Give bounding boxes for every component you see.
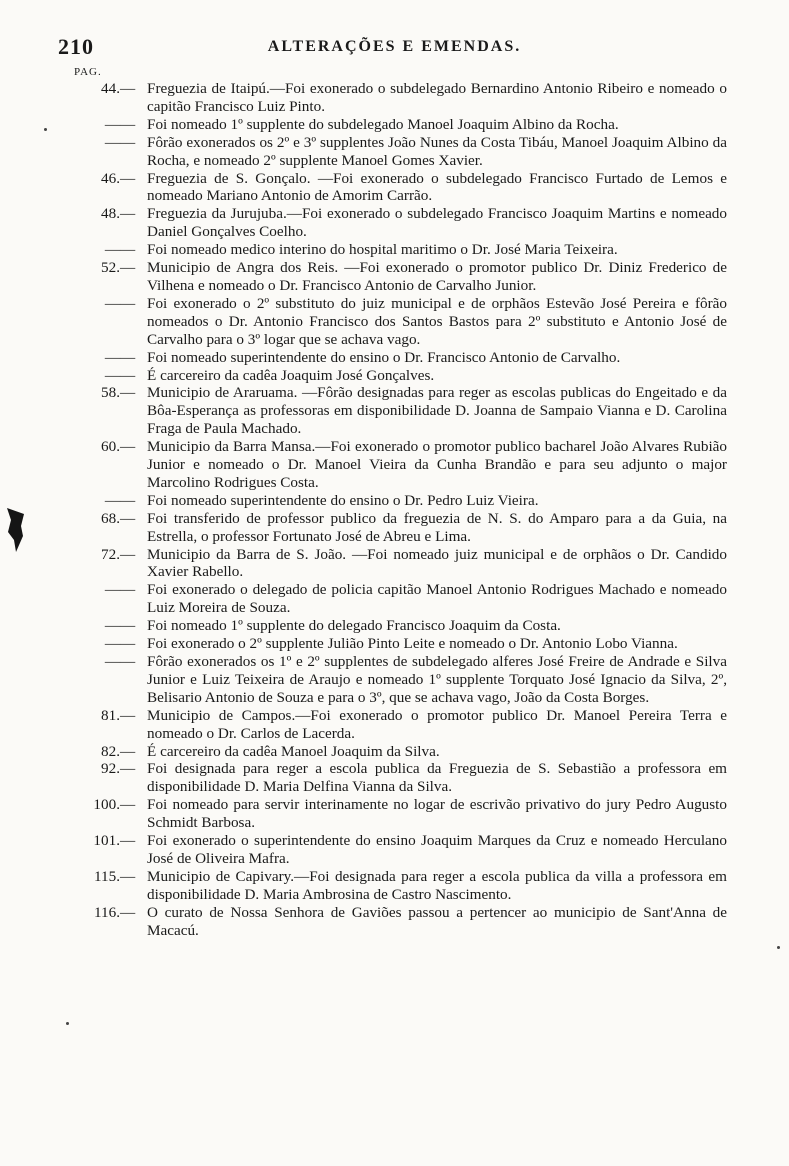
entry-text: Foi nomeado 1º supplente do delegado Francisco Joaquim da Costa. — [147, 617, 561, 635]
entry-text: Freguezia de Itaipú.—Foi exonerado o subdelegado Bernardino Antonio Ribeiro e nomeado o capitão Francisco Luiz Pinto. — [147, 80, 727, 115]
entry-page-ref: 82. — [101, 742, 120, 760]
entry-row — [0, 510, 789, 546]
entry-text: O curato de Nossa Senhora de Gaviões passou a pertencer ao municipio de Sant'Anna de Macacú. — [147, 903, 727, 939]
entry-row — [0, 241, 789, 259]
entry-text: Municipio de Araruama. —Fôrão designadas para reger as escolas publicas do Engeitado e da Bôa-Esperança as professoras em disponibilidade D. Joanna de Sampaio Vianna e D. Carolina Fraga de Paula Machado. — [147, 384, 727, 438]
entry-text: Foi nomeado para servir interinamente no logar de escrivão privativo do jury Pedro Augusto Schmidt Barbosa. — [147, 796, 727, 832]
entry-dash: — — [120, 80, 136, 97]
entry-dash: — — [120, 832, 136, 850]
entry-page-ref: — — [104, 294, 120, 312]
entry-dash: — — [120, 115, 136, 133]
entry-dash: — — [120, 509, 136, 527]
entry-dash: — — [120, 796, 136, 814]
entry-row — [0, 349, 789, 367]
speck — [44, 128, 47, 131]
entry-dash: — — [120, 581, 136, 599]
entry-row — [0, 796, 789, 832]
entry-page-ref: 58. — [101, 384, 120, 402]
entry-page-ref: 100. — [93, 796, 120, 814]
column-label: PAG. — [74, 66, 102, 78]
entry-page-ref: 101. — [93, 832, 120, 850]
entry-text: Foi exonerado o 2º supplente Julião Pinto Leite e nomeado o Dr. Antonio Lobo Vianna. — [147, 635, 678, 653]
entry-dash: — — [120, 635, 136, 653]
entry-dash: — — [120, 259, 136, 277]
entry-dash: — — [120, 348, 136, 366]
page-header — [58, 34, 731, 60]
entry-text: Municipio da Barra de S. João. —Foi nomeado juiz municipal e de orphãos o Dr. Candido Xavier Rabello. — [147, 545, 727, 581]
entry-text: Foi designada para reger a escola publica da Freguezia de S. Sebastião a professora em disponibilidade D. Maria Delfina Vianna da Silva. — [147, 760, 727, 796]
entry-row — [0, 116, 789, 134]
entry-row — [0, 259, 789, 295]
entry-text: Foi nomeado superintendente do ensino o Dr. Francisco Antonio de Carvalho. — [147, 348, 621, 366]
entry-dash: — — [120, 169, 136, 187]
entry-row — [0, 832, 789, 868]
entry-row — [0, 384, 789, 438]
entry-row — [0, 868, 789, 904]
entry-dash: — — [120, 653, 136, 670]
entry-page-ref: — — [104, 617, 120, 635]
entry-page-ref: — — [104, 133, 120, 151]
entry-page-ref: — — [104, 366, 120, 384]
entry-text: Foi exonerado o superintendente do ensino Joaquim Marques da Cruz e nomeado Herculano José de Oliveira Mafra. — [147, 832, 727, 867]
entry-dash: — — [120, 867, 136, 885]
entry-list — [0, 80, 789, 940]
entry-row — [0, 438, 789, 492]
ink-blot-mark — [4, 506, 26, 554]
entry-row — [0, 170, 789, 206]
entry-row — [0, 581, 789, 617]
entry-dash: — — [120, 706, 136, 724]
entry-page-ref: 68. — [101, 509, 120, 527]
entry-dash: — — [120, 294, 136, 312]
entry-dash: — — [120, 366, 136, 384]
entry-row — [0, 80, 789, 116]
entry-text: Foi transferido de professor publico da freguezia de N. S. do Amparo para a da Guia, na Estrella, o professor Fortunato José de Abreu e Lima. — [147, 509, 727, 545]
entry-dash: — — [120, 438, 136, 456]
entry-row — [0, 205, 789, 241]
entry-text: Foi nomeado superintendente do ensino o Dr. Pedro Luiz Vieira. — [147, 491, 539, 509]
entry-page-ref: — — [104, 348, 120, 366]
entry-dash: — — [120, 133, 136, 151]
entry-dash: — — [120, 903, 136, 921]
entry-page-ref: 81. — [101, 706, 120, 724]
entry-row — [0, 295, 789, 349]
entry-row — [0, 653, 789, 707]
entry-row — [0, 904, 789, 940]
entry-page-ref: 46. — [101, 169, 120, 187]
entry-row — [0, 546, 789, 582]
entry-row — [0, 760, 789, 796]
entry-text: Municipio de Capivary.—Foi designada para reger a escola publica da villa a professora em disponibilidade D. Maria Ambrosina de Castro Nascimento. — [147, 867, 727, 903]
speck — [66, 1022, 69, 1025]
entry-page-ref: 115. — [93, 867, 120, 885]
entry-dash: — — [120, 760, 136, 778]
entry-text: Foi nomeado 1º supplente do subdelegado Manoel Joaquim Albino da Rocha. — [147, 115, 619, 133]
entry-page-ref: 60. — [101, 438, 120, 456]
running-title: ALTERAÇÕES E EMENDAS. — [267, 38, 522, 55]
entry-page-ref: 48. — [101, 205, 120, 223]
entry-dash: — — [120, 491, 136, 509]
entry-row — [0, 743, 789, 761]
entry-row — [0, 367, 789, 385]
entry-text: Municipio de Angra dos Reis. —Foi exonerado o promotor publico Dr. Diniz Frederico de Vilhena e nomeado o Dr. Francisco Antonio de Carvalho Junior. — [147, 259, 727, 294]
entry-page-ref: 72. — [101, 545, 120, 563]
entry-page-ref: 92. — [101, 760, 120, 778]
entry-page-ref: — — [104, 635, 120, 653]
speck — [777, 946, 780, 949]
entry-text: Municipio da Barra Mansa.—Foi exonerado o promotor publico bacharel João Alvares Rubião Junior e nomeado o Dr. Manoel Vieira da Cunha Brandão e para seu adjunto o major Marcolino Rodrigues Costa. — [147, 438, 727, 491]
entry-page-ref: 116. — [93, 903, 120, 921]
entry-dash: — — [120, 545, 136, 563]
entry-row — [0, 492, 789, 510]
entry-text: Freguezia de S. Gonçalo. —Foi exonerado o subdelegado Francisco Furtado de Lemos e nomeado Mariano Antonio de Amorim Carrão. — [147, 169, 727, 205]
entry-page-ref: — — [104, 653, 120, 670]
entry-page-ref: 44. — [101, 80, 120, 97]
entry-dash: — — [120, 617, 136, 635]
entry-row — [0, 134, 789, 170]
entry-text: Municipio de Campos.—Foi exonerado o promotor publico Dr. Manoel Pereira Terra e nomeado o Dr. Carlos de Lacerda. — [147, 706, 727, 742]
entry-page-ref: — — [104, 115, 120, 133]
page-number: 210 — [58, 34, 94, 59]
entry-text: Fôrão exonerados os 2º e 3º supplentes João Nunes da Costa Tibáu, Manoel Joaquim Albino da Rocha, e nomeado 2º supplente Manoel Gomes Xavier. — [147, 133, 727, 169]
entry-row — [0, 617, 789, 635]
entry-page-ref: — — [104, 491, 120, 509]
entry-text: Foi nomeado medico interino do hospital maritimo o Dr. José Maria Teixeira. — [147, 241, 618, 259]
entry-text: É carcereiro da cadêa Manoel Joaquim da Silva. — [147, 742, 440, 760]
entry-page-ref: — — [104, 241, 120, 259]
entry-page-ref: 52. — [101, 259, 120, 277]
entry-dash: — — [120, 742, 136, 760]
entry-text: É carcereiro da cadêa Joaquim José Gonçalves. — [147, 366, 435, 384]
entry-text: Foi exonerado o delegado de policia capitão Manoel Antonio Rodrigues Machado e nomeado Luiz Moreira de Souza. — [147, 581, 727, 617]
entry-page-ref: — — [104, 581, 120, 599]
entry-text: Fôrão exonerados os 1º e 2º supplentes de subdelegado alferes José Freire de Andrade e Silva Junior e Luiz Teixeira de Araujo e nomeado 1º supplente Torquato José Ignacio da Silva, 2º, Belisario Antonio de Souza e para o 3º, que se achava vago, João da Costa Borges. — [147, 653, 727, 706]
entry-text: Foi exonerado o 2º substituto do juiz municipal e de orphãos Estevão José Pereira e fôrão nomeados o Dr. Antonio Francisco dos Santos Bastos para 2º substituto e Antonio José de Carvalho para o 3º logar que se achava vago. — [147, 294, 727, 348]
entry-row — [0, 707, 789, 743]
entry-text: Freguezia da Jurujuba.—Foi exonerado o subdelegado Francisco Joaquim Martins e nomeado Daniel Gonçalves Coelho. — [147, 205, 727, 241]
entry-dash: — — [120, 205, 136, 223]
entry-row — [0, 635, 789, 653]
entry-dash: — — [120, 241, 136, 259]
entry-dash: — — [120, 384, 136, 402]
